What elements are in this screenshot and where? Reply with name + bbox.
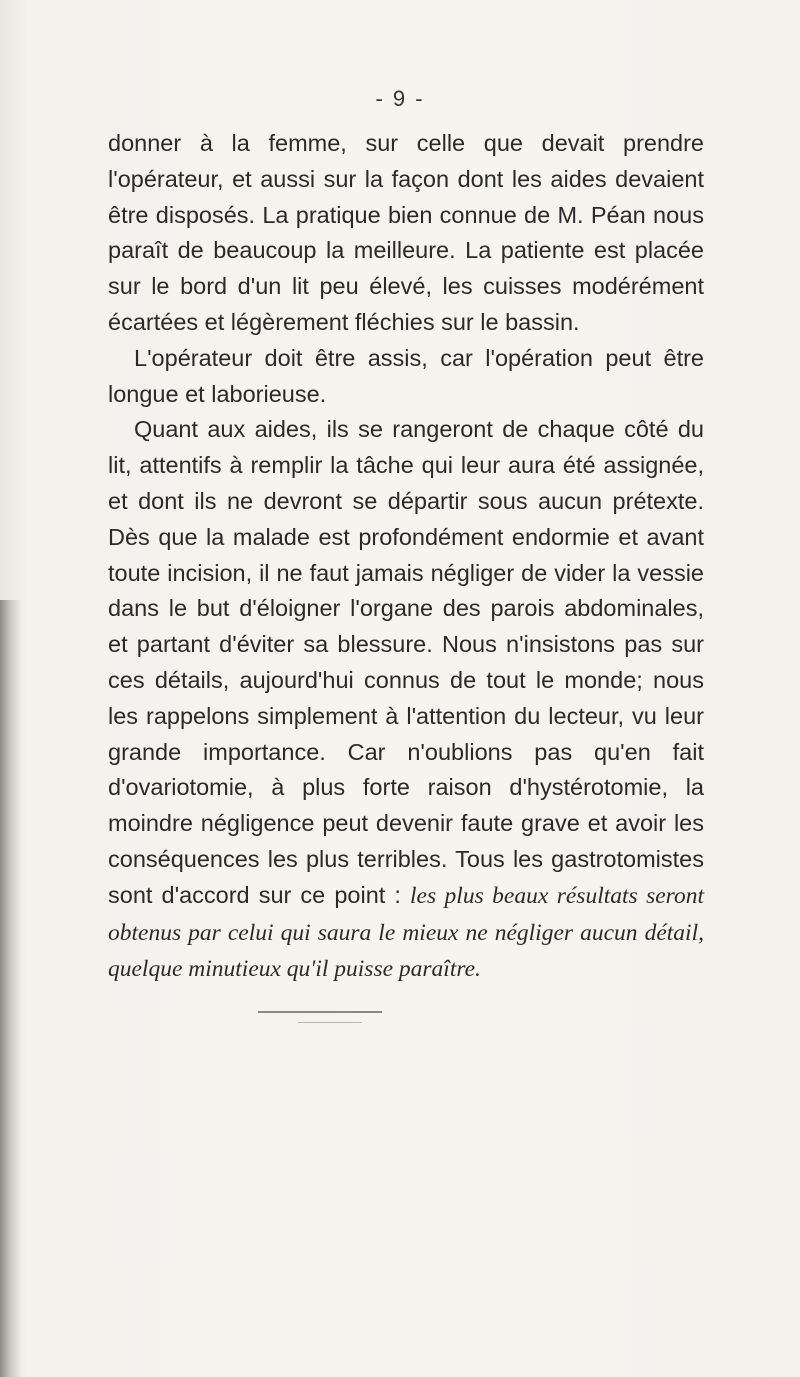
- paragraph-2: L'opérateur doit être assis, car l'opération peut être longue et laborieuse.: [108, 344, 704, 407]
- body-text: [108, 126, 704, 988]
- paragraph-3: [108, 412, 704, 988]
- footer-rule: [258, 1011, 382, 1013]
- page-number: - 9 -: [375, 86, 425, 111]
- footer-rule-short: [298, 1022, 362, 1023]
- paragraph-3-italic-quote: les plus beaux résultats seront obtenus par celui qui saura le mieux ne négliger aucun détail, quelque minutieux qu'il puisse paraître.: [108, 882, 704, 983]
- paragraph-1: donner à la femme, sur celle que devait prendre l'opérateur, et aussi sur la façon dont les aides devaient être disposés. La pratique bien connue de M. Péan nous paraît de beaucoup la meilleure. La patiente est placée sur le bord d'un lit peu élevé, les cuisses modérément écartées et légèrement fléchies sur le bassin.: [108, 130, 704, 335]
- paragraph-3-text: Quant aux aides, ils se rangeront de chaque côté du lit, attentifs à remplir la tâche qui leur aura été assignée, et dont ils ne devront se départir sous aucun prétexte. Dès que la malade est profondément endormie et avant toute incision, il ne faut jamais négliger de vider la vessie dans le but d'éloigner l'organe des parois abdominales, et partant d'éviter sa blessure. Nous n'insistons pas sur ces détails, aujourd'hui connus de tout le monde; nous les rappelons simplement à l'attention du lecteur, vu leur grande importance. Car n'oublions pas qu'en fait d'ovariotomie, à plus forte raison d'hystérotomie, la moindre négligence peut devenir faute grave et avoir les conséquences les plus terribles. Tous les gastrotomistes sont d'accord sur ce point :: [108, 416, 704, 908]
- binding-shadow: [0, 600, 22, 1377]
